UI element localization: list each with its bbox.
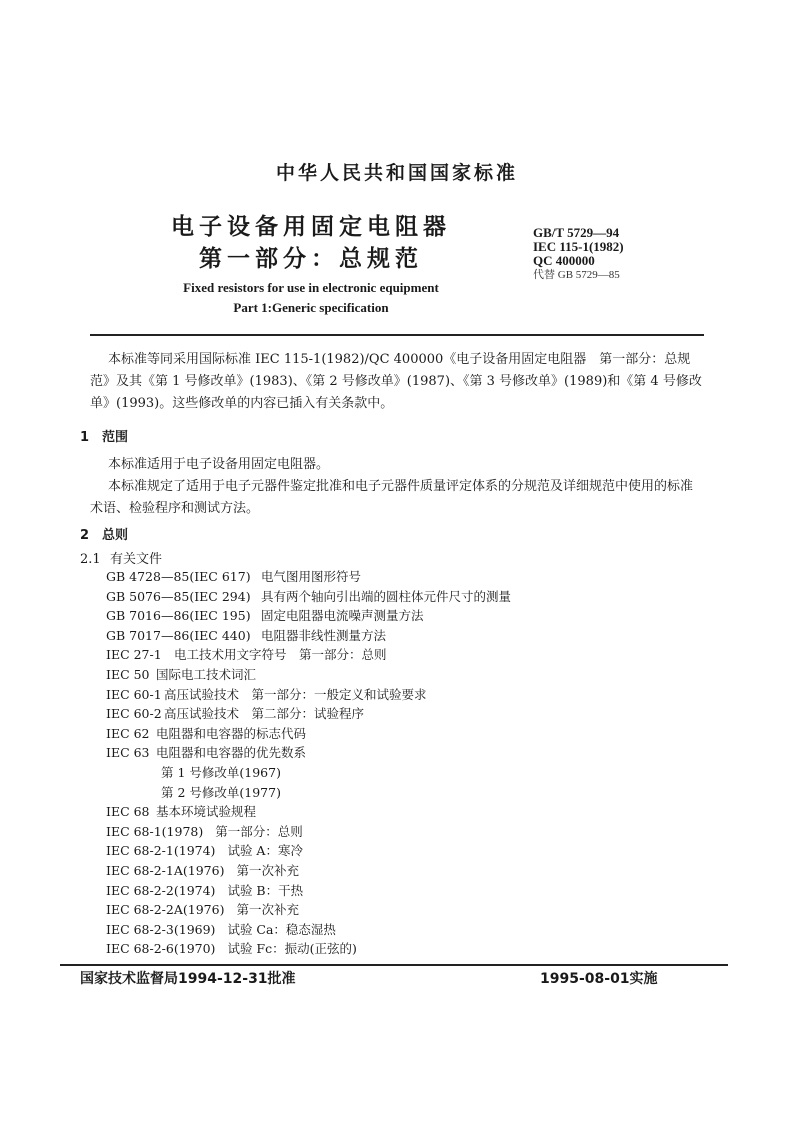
- reference-item: [106, 920, 511, 940]
- reference-code: IEC 63: [106, 745, 150, 761]
- intro-paragraph: [90, 349, 704, 415]
- subsection-2-1-title: 有关文件: [110, 552, 163, 567]
- title-english-line2: Part 1:Generic specification: [233, 300, 389, 315]
- section-1-heading: [80, 426, 128, 445]
- section-1-para1: 本标准适用于电子设备用固定电阻器。: [108, 457, 330, 472]
- iec-code: IEC 115-1(1982): [533, 239, 624, 254]
- reference-item: [106, 841, 511, 861]
- reference-title: 国际电工技术词汇: [156, 666, 257, 682]
- reference-code: IEC 68-2-3(1969): [106, 921, 216, 937]
- gbt-code: GB/T 5729—94: [533, 225, 620, 240]
- reference-item: [106, 626, 511, 646]
- reference-code: IEC 68-2-2A(1976): [106, 902, 225, 918]
- reference-title: 第一次补充: [236, 902, 299, 918]
- reference-title: 电工技术用文字符号 第一部分：总则: [174, 647, 387, 663]
- subsection-2-1-heading: [80, 548, 162, 567]
- reference-item: [106, 861, 511, 881]
- reference-title: 第一次补充: [236, 862, 299, 878]
- section-1-body: [90, 454, 704, 520]
- reference-code: GB 4728—85(IEC 617): [106, 569, 251, 584]
- reference-title: 第一部分：总则: [215, 823, 303, 839]
- reference-item: [106, 704, 511, 724]
- section-1-number: 1: [80, 430, 90, 445]
- reference-item: [106, 587, 511, 607]
- reference-title: 试验 B：干热: [227, 882, 304, 898]
- reference-item: [106, 763, 511, 783]
- reference-title: 电阻器非线性测量方法: [261, 627, 387, 643]
- approval-date: 国家技术监督局1994-12-31批准: [80, 971, 296, 987]
- reference-item: [106, 567, 511, 587]
- qc-code: QC 400000: [533, 253, 595, 268]
- section-1-title: 范围: [102, 430, 129, 445]
- reference-item: [106, 783, 511, 803]
- reference-code: IEC 68-2-6(1970): [106, 941, 216, 957]
- reference-code: IEC 50: [106, 666, 150, 682]
- reference-code: IEC 68: [106, 804, 150, 820]
- reference-title: 试验 A：寒冷: [227, 843, 303, 859]
- reference-code: IEC 60-2: [106, 706, 162, 722]
- reference-item: [106, 939, 511, 959]
- reference-item: [106, 743, 511, 763]
- reference-code: IEC 68-2-1A(1976): [106, 862, 225, 878]
- title-english-line1: Fixed resistors for use in electronic equipment: [183, 280, 439, 295]
- reference-list: [106, 567, 511, 959]
- title-chinese-line1: 电子设备用固定电阻器: [171, 214, 451, 240]
- standard-codes: [533, 226, 624, 282]
- reference-item: [106, 645, 511, 665]
- reference-title: 试验 Fc：振动(正弦的): [227, 941, 357, 957]
- reference-code: IEC 27-1: [106, 647, 162, 663]
- reference-title: 高压试验技术 第二部分：试验程序: [164, 706, 365, 722]
- reference-code: GB 5076—85(IEC 294): [106, 588, 251, 604]
- reference-title: 电阻器和电容器的标志代码: [156, 725, 307, 741]
- reference-item: [106, 881, 511, 901]
- reference-item: [106, 685, 511, 705]
- reference-item: [106, 900, 511, 920]
- reference-code: IEC 68-1(1978): [106, 823, 204, 839]
- reference-code: IEC 60-1: [106, 686, 162, 702]
- reference-title: 基本环境试验规程: [156, 804, 257, 820]
- section-1-para2: 本标准规定了适用于电子元器件鉴定批准和电子元器件质量评定体系的分规范及详细规范中使用的标准术语、检验程序和测试方法。: [90, 479, 694, 516]
- reference-title: 固定电阻器电流噪声测量方法: [261, 608, 424, 624]
- reference-item: [106, 822, 511, 842]
- reference-item: [106, 606, 511, 626]
- intro-text: 本标准等同采用国际标准 IEC 115-1(1982)/QC 400000《电子设备用固定电阻器 第一部分：总规范》及其《第 1 号修改单》(1983)、《第 2 号修改单》(1987)、《第 3 号修改单》(1989)和《第 4 号修改单》(1993)。这些修改单的内容已插入有关条款中。: [90, 352, 702, 411]
- subsection-2-1-number: 2.1: [80, 552, 101, 567]
- reference-item: [106, 802, 511, 822]
- reference-code: IEC 68-2-2(1974): [106, 882, 216, 898]
- section-2-title: 总则: [102, 528, 129, 543]
- reference-title: 第 1 号修改单(1967): [161, 764, 281, 780]
- title-chinese-line2: 第一部分：总规范: [199, 246, 423, 272]
- reference-item: [106, 665, 511, 685]
- reference-title: 具有两个轴向引出端的圆柱体元件尺寸的测量: [261, 588, 512, 604]
- reference-title: 电气图用图形符号: [261, 569, 362, 584]
- reference-item: [106, 724, 511, 744]
- reference-code: IEC 68-2-1(1974): [106, 843, 216, 859]
- footer-divider: [60, 964, 728, 966]
- reference-code: GB 7017—86(IEC 440): [106, 627, 251, 643]
- reference-title: 高压试验技术 第一部分：一般定义和试验要求: [164, 686, 427, 702]
- reference-code: IEC 62: [106, 725, 150, 741]
- replaces-code: 代替 GB 5729—85: [533, 269, 620, 281]
- reference-title: 试验 Ca：稳态湿热: [227, 921, 336, 937]
- reference-code: GB 7016—86(IEC 195): [106, 608, 251, 624]
- reference-title: 第 2 号修改单(1977): [161, 784, 281, 800]
- header-divider: [90, 334, 704, 336]
- implementation-date: 1995-08-01实施: [540, 971, 658, 987]
- section-2-heading: [80, 524, 128, 543]
- section-2-number: 2: [80, 528, 90, 543]
- national-standard-heading: 中华人民共和国国家标准: [275, 162, 518, 184]
- reference-title: 电阻器和电容器的优先数系: [156, 745, 307, 761]
